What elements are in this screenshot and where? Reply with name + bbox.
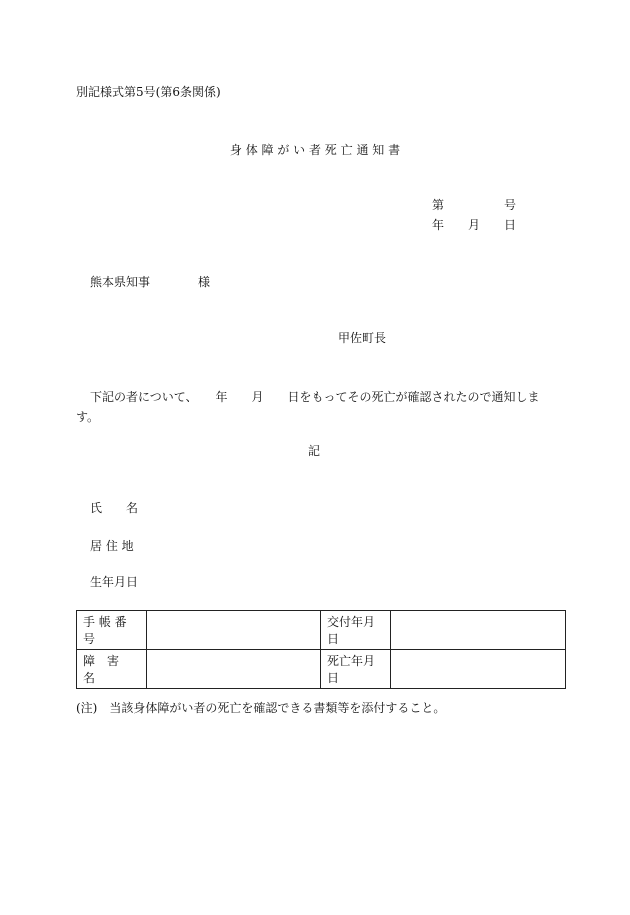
table-row <box>77 650 566 689</box>
number-suffix: 号 <box>504 198 517 212</box>
document-number-line <box>432 199 516 211</box>
addressee: 熊本県知事 様 <box>90 275 211 289</box>
footnote: (注) 当該身体障がい者の死亡を確認できる書類等を添付すること。 <box>76 701 446 715</box>
date-month: 月 <box>468 218 481 232</box>
sender: 甲佐町長 <box>338 331 387 345</box>
form-reference: 別記様式第5号(第6条関係) <box>76 85 221 99</box>
info-table <box>76 610 566 689</box>
field-address-label: 居 住 地 <box>90 539 134 553</box>
disability-name-value[interactable] <box>147 650 321 689</box>
body-text: 下記の者について、 年 月 日をもってその死亡が確認されたので通知します。 <box>76 390 540 424</box>
death-date-label: 死亡年月日 <box>321 650 391 689</box>
document-title: 身 体 障 が い 者 死 亡 通 知 書 <box>229 143 401 157</box>
field-name-label: 氏 名 <box>90 501 139 515</box>
table-row <box>77 611 566 650</box>
date-day: 日 <box>504 218 517 232</box>
date-year: 年 <box>432 218 445 232</box>
field-birthdate-label: 生年月日 <box>90 575 139 589</box>
number-prefix: 第 <box>432 198 445 212</box>
handbook-number-label: 手 帳 番 号 <box>77 611 147 650</box>
document-date-line <box>432 219 516 231</box>
issue-date-label: 交付年月日 <box>321 611 391 650</box>
handbook-number-value[interactable] <box>147 611 321 650</box>
issue-date-value[interactable] <box>391 611 566 650</box>
ki-heading: 記 <box>308 444 321 458</box>
death-date-value[interactable] <box>391 650 566 689</box>
disability-name-label: 障 害 名 <box>77 650 147 689</box>
